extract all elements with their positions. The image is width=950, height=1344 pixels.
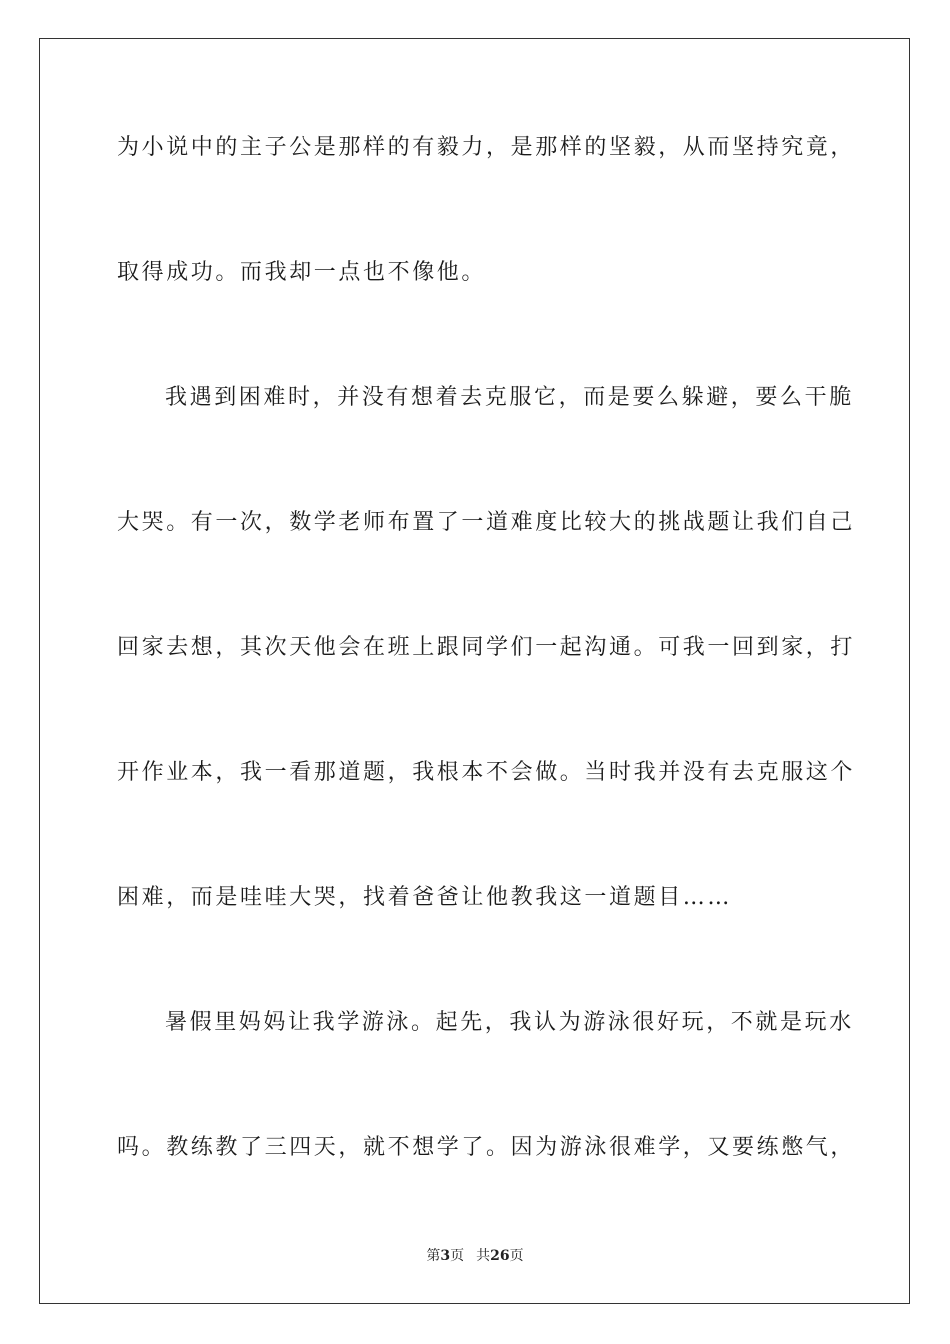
page-border — [39, 38, 910, 1304]
paragraph-line: 大哭。有一次，数学老师布置了一道难度比较大的挑战题让我们自己 — [117, 510, 856, 535]
paragraph-line: 暑假里妈妈让我学游泳。起先，我认为游泳很好玩，不就是玩水 — [165, 1010, 854, 1035]
paragraph-line: 取得成功。而我却一点也不像他。 — [117, 260, 487, 285]
paragraph-line: 开作业本，我一看那道题，我根本不会做。当时我并没有去克服这个 — [117, 760, 856, 785]
paragraph-line: 回家去想，其次天他会在班上跟同学们一起沟通。可我一回到家，打 — [117, 635, 856, 660]
paragraph-line: 困难，而是哇哇大哭，找着爸爸让他教我这一道题目…… — [117, 885, 733, 910]
total-label-suffix: 页 — [509, 1248, 524, 1264]
page-footer — [0, 1247, 950, 1265]
page-label-suffix: 页 — [450, 1248, 465, 1264]
page-label-prefix: 第 — [426, 1248, 441, 1264]
total-label-prefix: 共 — [476, 1248, 491, 1264]
total-pages: 26 — [490, 1248, 510, 1264]
paragraph-line: 吗。教练教了三四天，就不想学了。因为游泳很难学，又要练憋气， — [117, 1135, 856, 1160]
paragraph-line: 我遇到困难时，并没有想着去克服它，而是要么躲避，要么干脆 — [165, 385, 854, 410]
paragraph-line: 为小说中的主子公是那样的有毅力，是那样的坚毅，从而坚持究竟， — [117, 135, 856, 160]
page-number: 3 — [440, 1248, 451, 1264]
